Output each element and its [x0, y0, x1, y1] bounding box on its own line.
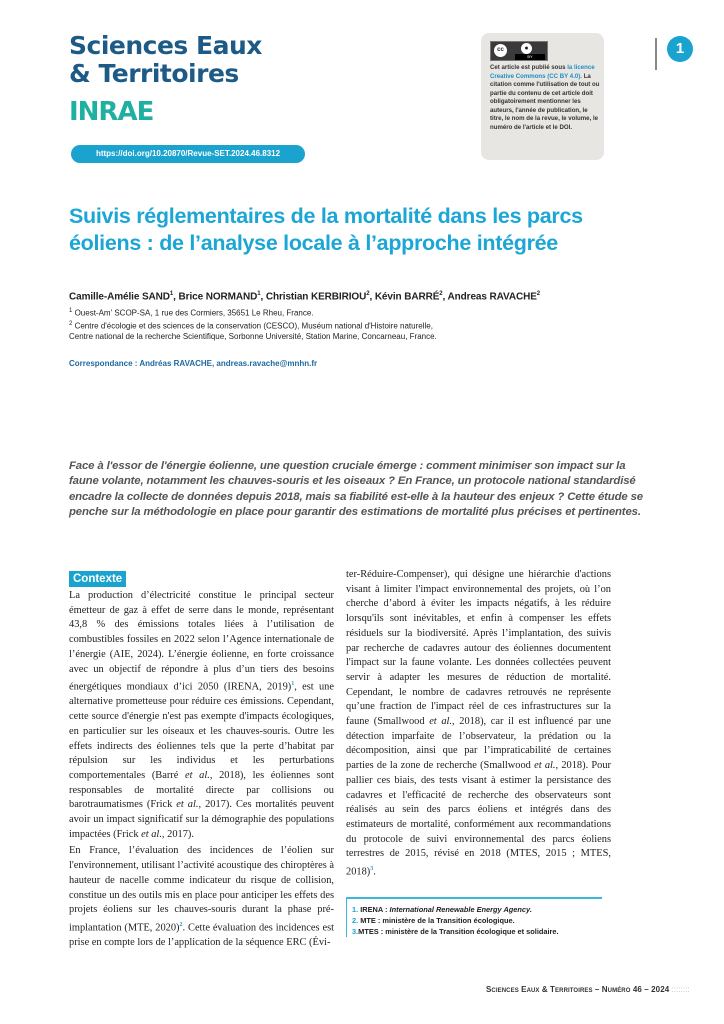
body-column-left [69, 589, 334, 951]
paragraph: En France, l’évaluation des incidences de l’éolien sur l'environnement, utilisant l’activité acoustique des chiroptères à hauteur de nacelle comme indicateur du risque de collision, constitue un des outils mis en place pour anticiper les effets des projets éoliens sur les chauves-souris durant la phase pré-implantation (MTE, 2020)$^2$. Cette évaluation des incidences est prise en compte lors de l’application de la séquence ERC (Évi- [69, 845, 334, 949]
footnote: 2. MTE : ministère de la Transition écologique. [352, 916, 515, 925]
paragraph: La production d’électricité constitue le principal secteur émetteur de gaz à effet de serre dans le monde, représentant 43,8 % des émissions totales liées à l’utilisation de combustibles fossiles en 2022 selon l’Agence internationale de l’énergie (AIE, 2024). L’énergie éolienne, en forte croissance avec un objectif de répondre à plus d’un tiers des besoins énergétiques mondiaux d’ici 2050 (IRENA, 2019)$^1$, est une alternative prometteuse pour réduire ces émissions. Cependant, cette source d'énergie n'est pas exempte d'impacts écologiques, en particulier sur les oiseaux et les chauves-souris. Outre les effets indirects des éoliennes tels que la perte d’habitat par répulsion sur les individus et les perturbations comportementales (Barré et al., 2018), les éoliennes sont responsables de mortalité directe par collisions ou barotraumatismes (Frick et al., 2017). Ces mortalités peuvent avoir un impact significatif sur la démographie des populations impactées (Frick et al., 2017). [69, 590, 335, 840]
author: Brice NORMAND [178, 291, 258, 303]
licence-text: Cet article est publié sous la licence Creative Commons (CC BY 4.0). La citation comme l'utilisation de tout ou partie du contenu de cet article doit obligatoirement mentionner les auteurs, l'année de publication, le titre, le nom de la revue, le volume, le numéro de l'article et le DOI. [490, 64, 600, 131]
author: Camille-Amélie SAND [69, 291, 170, 303]
footnote-ref[interactable]: 2 [179, 921, 183, 928]
doi-link[interactable]: https://doi.org/10.20870/Revue-SET.2024.46.8312 [71, 145, 305, 163]
person-icon: ● [521, 43, 532, 54]
section-heading-contexte: Contexte [69, 571, 126, 587]
body-column-right [346, 568, 611, 880]
author: Andreas RAVACHE [447, 291, 537, 303]
footer-text: Sciences Eaux & Territoires – Numéro 46 – 2024 [486, 985, 670, 994]
journal-name-line1: Sciences Eaux [69, 31, 262, 60]
affiliation: $^1$ Ouest-Am' SCOP-SA, 1 rue des Cormiers, 35651 Le Rheu, France. [69, 308, 314, 318]
creative-commons-link[interactable]: la licence Creative Commons (CC BY 4.0). [490, 64, 595, 80]
affiliations [69, 306, 629, 342]
inrae-logo: INRAE [69, 97, 154, 127]
footnote: 1. IRENA : International Renewable Energy Agency. [352, 905, 532, 914]
header-divider [655, 38, 657, 70]
journal-logo [69, 32, 262, 88]
page-number-badge: 1 [667, 36, 693, 62]
author-list: Camille-Amélie SAND$^1$, Brice NORMAND$^1$, Christian KERBIRIOU$^2$, Kévin BARRÉ$^2$, Andreas RAVACHE$^2$ [69, 291, 541, 303]
correspondence[interactable]: Correspondance : Andréas RAVACHE, andreas.ravache@mnhn.fr [69, 359, 318, 368]
article-title: Suivis réglementaires de la mortalité dans les parcs éoliens : de l’analyse locale à l’approche intégrée [69, 204, 583, 255]
abstract: Face à l'essor de l'énergie éolienne, une question cruciale émerge : comment minimiser son impact sur la faune volante, notamment les chauves-souris et les oiseaux ? En France, un protocole national standardisé encadre la collecte de données depuis 2018, mais sa fiabilité est-elle à la hauteur des enjeux ? Cette étude se penche sur la méthodologie en place pour garantir des estimations de mortalité plus précises et pertinentes. [69, 460, 643, 519]
licence-box [481, 33, 604, 160]
footnote-ref[interactable]: 1 [291, 681, 295, 688]
footnotes [346, 897, 602, 937]
footnote: 3.MTES : ministère de la Transition écologique et solidaire. [352, 927, 559, 936]
author: Christian KERBIRIOU [265, 291, 367, 303]
cc-by-badge[interactable] [490, 41, 548, 61]
footer-dots: :::::::: [671, 985, 690, 994]
page-footer [486, 985, 689, 994]
affiliation: $^2$ Centre d'écologie et des sciences de la conservation (CESCO), Muséum national d'Histoire naturelle, [69, 320, 433, 331]
by-label: BY [515, 54, 545, 60]
affiliation: Centre national de la recherche Scientifique, Sorbonne Université, Station Marine, Concarneau, France. [69, 332, 437, 342]
journal-name-line2: & Territoires [69, 59, 239, 88]
cc-icon: cc [494, 44, 507, 57]
footnote-ref[interactable]: 3 [370, 866, 374, 873]
author: Kévin BARRÉ [374, 291, 440, 303]
paragraph: ter-Réduire-Compenser), qui désigne une hiérarchie d'actions visant à limiter l'impact environnemental des projets, où l’on cherche d’abord à éviter les impacts négatifs, à les réduire lorsqu'ils sont inévitables, et enfin à compenser les effets résiduels sur la biodiversité. Après l’implantation, des suivis par recherche de cadavres autour des éoliennes documentent l'impact sur la faune volante. Les données collectées peuvent servir à adapter les mesures de réduction de mortalité. Cependant, le nombre de cadavres retrouvés ne représente qu’une fraction de l'impact réel de ces infrastructures sur la faune (Smallwood et al., 2018), car il est influencé par une détection imparfaite de l’observateur, la prédation ou la décomposition, ainsi que par l’impraticabilité de certaines parties de la zone de recherche (Smallwood et al., 2018). Pour pallier ces biais, des tests visant à estimer la persistance des cadavres et l'efficacité de recherche des observateurs sont réalisés au sein des parcs éoliens et intégrés dans des estimateurs de mortalité, conformément aux recommandations du protocole de suivi environnemental des parcs éoliens terrestres de 2015, révisé en 2018 (MTES, 2015 ; MTES, 2018)$^3$. [346, 569, 612, 878]
